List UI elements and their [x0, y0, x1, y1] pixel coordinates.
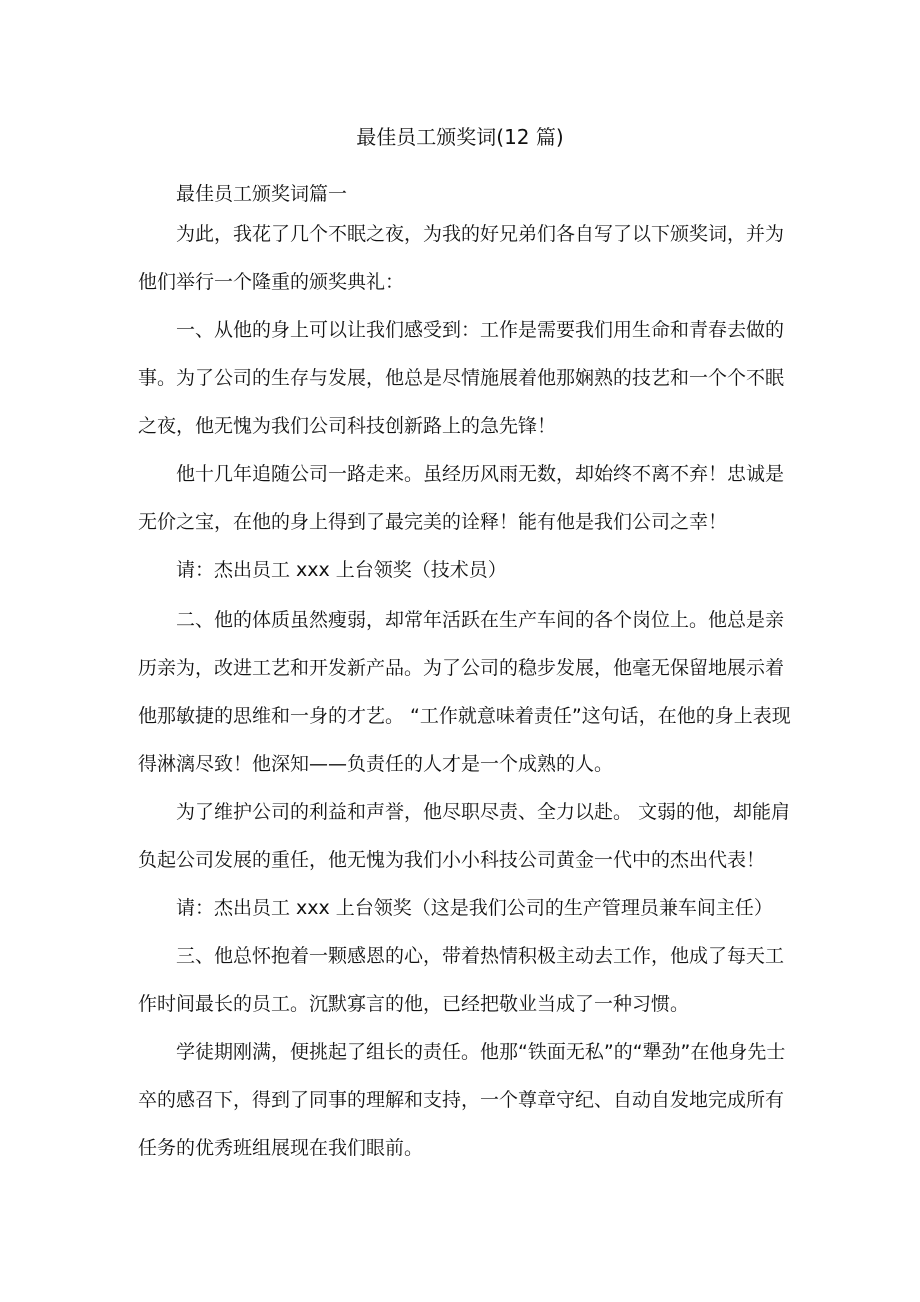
- section-heading: 最佳员工颁奖词篇一: [176, 183, 348, 205]
- paragraph: 二、他的体质虽然瘦弱，却常年活跃在生产车间的各个岗位上。他总是亲历亲为，改进工艺和开发新产品。为了公司的稳步发展，他毫无保留地展示着他那敏捷的思维和一身的才艺。 “工作就意味着责任”这句话，在他的身上表现得淋漓尽致！他深知——负责任的人才是一个成熟的人。: [138, 609, 791, 775]
- paragraph: 为此，我花了几个不眠之夜，为我的好兄弟们各自写了以下颁奖词，并为他们举行一个隆重的颁奖典礼：: [138, 223, 785, 293]
- paragraph: 三、他总怀抱着一颗感恩的心，带着热情积极主动去工作，他成了每天工作时间最长的员工。沉默寡言的他，已经把敬业当成了一种习惯。: [138, 945, 785, 1015]
- paragraph: 为了维护公司的利益和声誉，他尽职尽责、全力以赴。 文弱的他，却能肩负起公司发展的重任，他无愧为我们小小科技公司黄金一代中的杰出代表！: [138, 801, 791, 871]
- document-title: 最佳员工颁奖词(12 篇): [356, 125, 564, 149]
- award-announcement: 请：杰出员工 xxx 上台领奖（这是我们公司的生产管理员兼车间主任）: [176, 897, 773, 919]
- award-announcement: 请：杰出员工 xxx 上台领奖（技术员）: [176, 559, 507, 581]
- paragraph: 一、从他的身上可以让我们感受到：工作是需要我们用生命和青春去做的事。为了公司的生存与发展，他总是尽情施展着他那娴熟的技艺和一个个不眠之夜，他无愧为我们公司科技创新路上的急先锋！: [138, 319, 785, 437]
- paragraph: 学徒期刚满，便挑起了组长的责任。他那“铁面无私”的“犟劲”在他身先士卒的感召下，得到了同事的理解和支持，一个尊章守纪、自动自发地完成所有任务的优秀班组展现在我们眼前。: [138, 1041, 786, 1159]
- paragraph: 他十几年追随公司一路走来。虽经历风雨无数，却始终不离不弃！忠诚是无价之宝，在他的身上得到了最完美的诠释！能有他是我们公司之幸！: [138, 463, 785, 533]
